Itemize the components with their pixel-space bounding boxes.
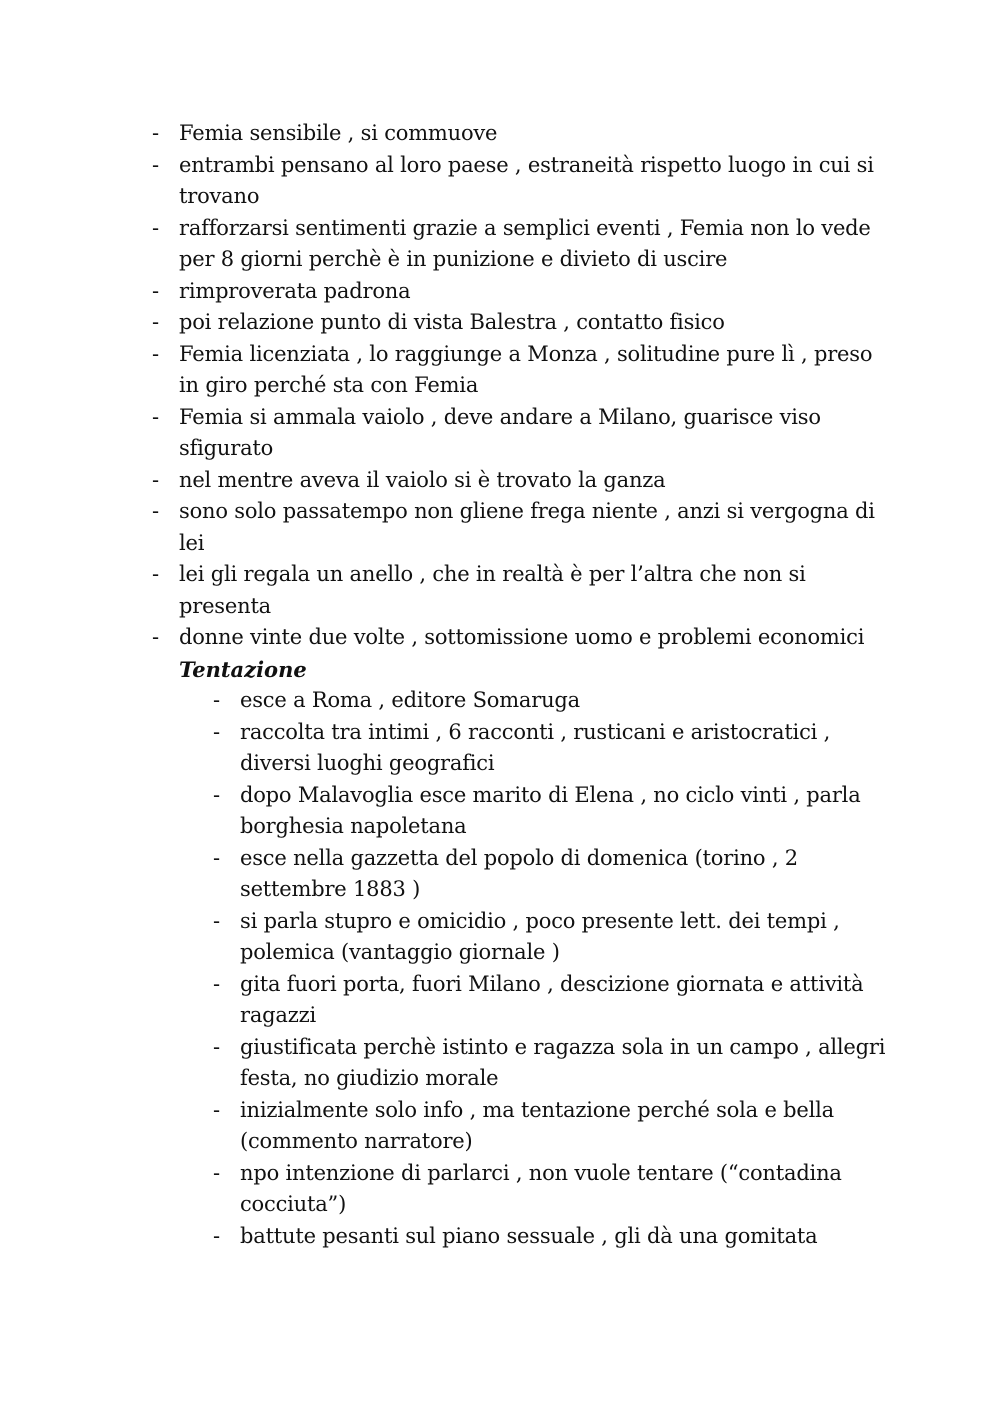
sub-list-item: - dopo Malavoglia esce marito di Elena , no ciclo vinti , parla borghesia napoletana	[211, 780, 890, 843]
list-item: - Femia licenziata , lo raggiunge a Monza , solitudine pure lì , preso in giro perché sta con Femia	[150, 339, 890, 402]
sub-list-item: - inizialmente solo info , ma tentazione perché sola e bella (commento narratore)	[211, 1095, 890, 1158]
list-item: - donne vinte due volte , sottomissione uomo e problemi economici	[150, 622, 890, 654]
list-item: - sono solo passatempo non gliene frega niente , anzi si vergogna di lei	[150, 496, 890, 559]
main-bullet-list	[150, 118, 890, 654]
list-item: - entrambi pensano al loro paese , estraneità rispetto luogo in cui si trovano	[150, 150, 890, 213]
sub-list-item: - npo intenzione di parlarci , non vuole tentare (“contadina cocciuta”)	[211, 1158, 890, 1221]
notes-content	[150, 118, 890, 1252]
list-item: - rafforzarsi sentimenti grazie a semplici eventi , Femia non lo vede per 8 giorni perchè è in punizione e divieto di uscire	[150, 213, 890, 276]
section-heading: Tentazione	[179, 656, 307, 682]
list-item: - poi relazione punto di vista Balestra , contatto fisico	[150, 307, 890, 339]
list-item: - rimproverata padrona	[150, 276, 890, 308]
sub-list-item: - esce a Roma , editore Somaruga	[211, 685, 890, 717]
list-item: - lei gli regala un anello , che in realtà è per l’altra che non si presenta	[150, 559, 890, 622]
list-item: - Femia sensibile , si commuove	[150, 118, 890, 150]
list-item: - nel mentre aveva il vaiolo si è trovato la ganza	[150, 465, 890, 497]
sub-list-item: - raccolta tra intimi , 6 racconti , rusticani e aristocratici , diversi luoghi geografici	[211, 717, 890, 780]
list-item: - Femia si ammala vaiolo , deve andare a Milano, guarisce viso sfigurato	[150, 402, 890, 465]
sub-list-item: - gita fuori porta, fuori Milano , descizione giornata e attività ragazzi	[211, 969, 890, 1032]
sub-list-item: - esce nella gazzetta del popolo di domenica (torino , 2 settembre 1883 )	[211, 843, 890, 906]
sub-list-item: - battute pesanti sul piano sessuale , gli dà una gomitata	[211, 1221, 890, 1253]
sub-list-item: - si parla stupro e omicidio , poco presente lett. dei tempi , polemica (vantaggio giornale )	[211, 906, 890, 969]
sub-bullet-list	[211, 685, 890, 1252]
sub-list-item: - giustificata perchè istinto e ragazza sola in un campo , allegri festa, no giudizio morale	[211, 1032, 890, 1095]
